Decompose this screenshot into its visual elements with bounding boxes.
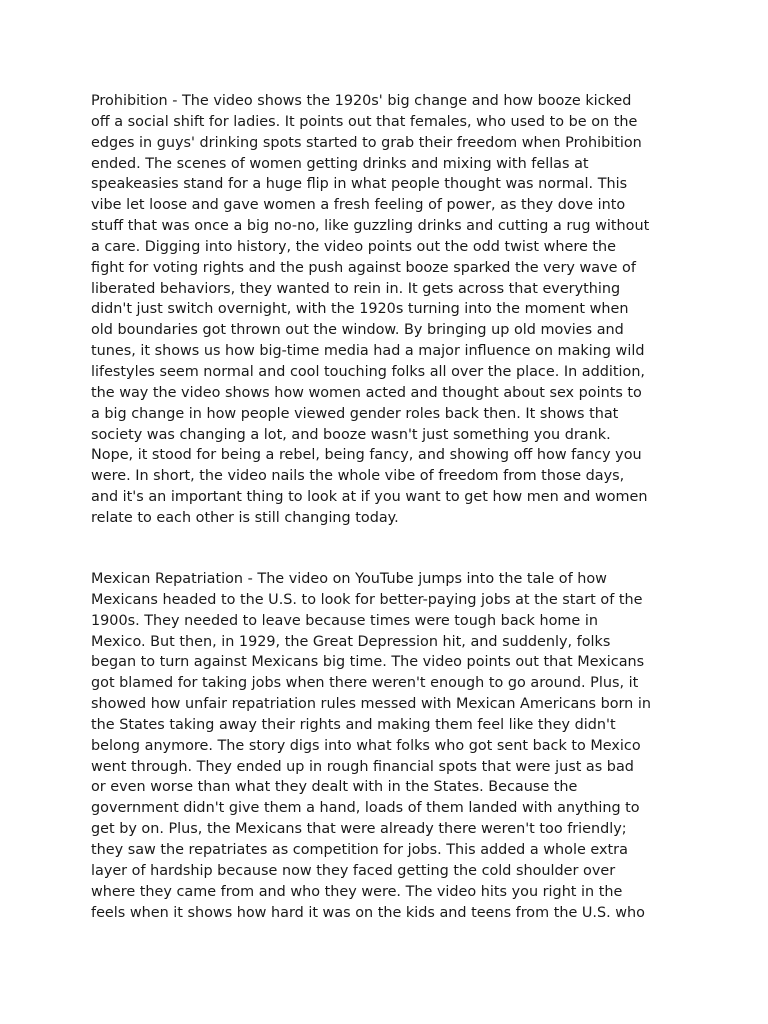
paragraph-prohibition: Prohibition - The video shows the 1920s' big change and how booze kicked off a social shift for ladies. It points out that females, who used to be on the edges in guys' drinking spots started to grab their freedom when Prohibition ended. The scenes of women getting drinks and mixing with fellas at speakeasies stand for a huge flip in what people thought was normal. This vibe let loose and gave women a fresh feeling of power, as they dove into stuff that was once a big no-no, like guzzling drinks and cutting a rug without a care. Digging into history, the video points out the odd twist where the fight for voting rights and the push against booze sparked the very wave of liberated behaviors, they wanted to rein in. It gets across that everything didn't just switch overnight, with the 1920s turning into the moment when old boundaries got thrown out the window. By bringing up old movies and tunes, it shows us how big-time media had a major influence on making wild lifestyles seem normal and cool touching folks all over the place. In addition, the way the video shows how women acted and thought about sex points to a big change in how people viewed gender roles back then. It shows that society was changing a lot, and booze wasn't just something you drank. Nope, it stood for being a rebel, being fancy, and showing off how fancy you were. In short, the video nails the whole vibe of freedom from those days, and it's an important thing to look at if you want to get how men and women relate to each other is still changing today. (91, 93, 650, 526)
paragraph-mexican-repatriation: Mexican Repatriation - The video on YouTube jumps into the tale of how Mexicans headed to the U.S. to look for better-paying jobs at the start of the 1900s. They needed to leave because times were tough back home in Mexico. But then, in 1929, the Great Depression hit, and suddenly, folks began to turn against Mexicans big time. The video points out that Mexicans got blamed for taking jobs when there weren't enough to go around. Plus, it showed how unfair repatriation rules messed with Mexican Americans born in the States taking away their rights and making them feel like they didn't belong anymore. The story digs into what folks who got sent back to Mexico went through. They ended up in rough financial spots that were just as bad or even worse than what they dealt with in the States. Because the government didn't give them a hand, loads of them landed with anything to get by on. Plus, the Mexicans that were already there weren't too friendly; they saw the repatriates as competition for jobs. This added a whole extra layer of hardship because now they faced getting the cold shoulder over where they came from and who they were. The video hits you right in the feels when it shows how hard it was on the kids and teens from the U.S. who (91, 571, 651, 921)
